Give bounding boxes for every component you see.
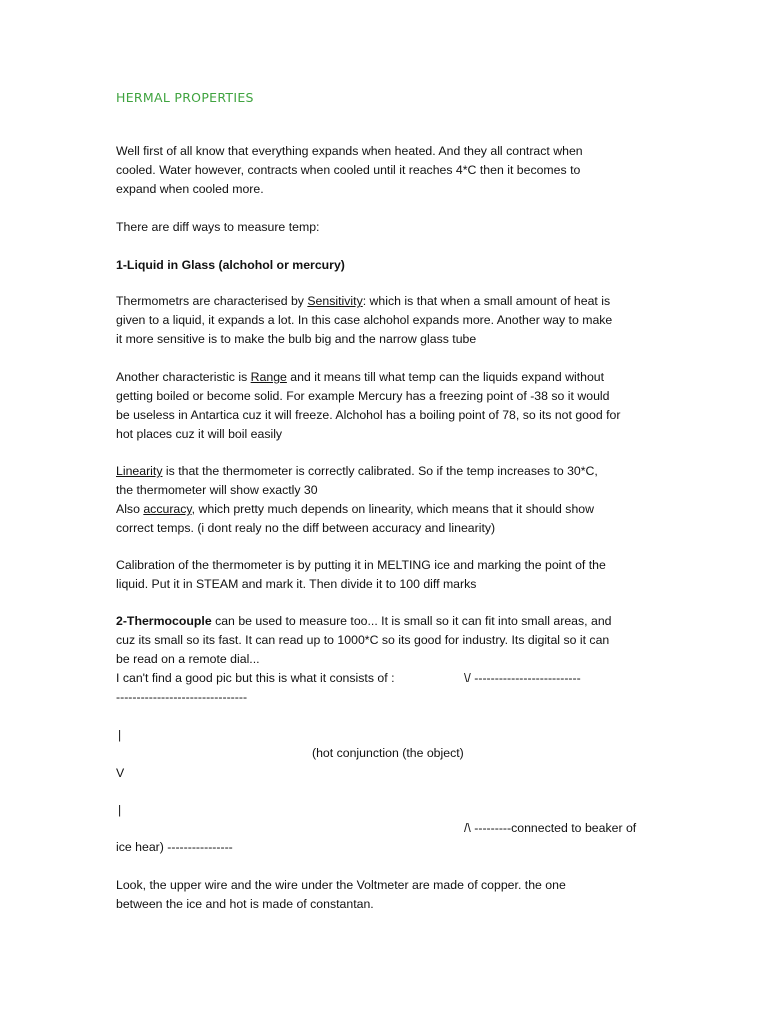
linearity-term: Linearity bbox=[116, 464, 163, 478]
diagram-hot-junction: (hot conjunction (the object) bbox=[312, 746, 464, 760]
intro-line: Well first of all know that everything expands when heated. And they all contract when bbox=[116, 144, 583, 158]
range-paragraph bbox=[116, 368, 656, 444]
diagram-top-dashes: -------------------------------- bbox=[116, 690, 248, 704]
calibration-line: liquid. Put it in STEAM and mark it. Then divide it to 100 diff marks bbox=[116, 577, 477, 591]
accuracy-line bbox=[116, 500, 656, 519]
conclusion-line: Look, the upper wire and the wire under the Voltmeter are made of copper. the one bbox=[116, 878, 566, 892]
intro-paragraph bbox=[116, 142, 656, 199]
diagram-bottom-arrow: /\ ---------connected to beaker of bbox=[464, 821, 637, 835]
diagram-v: V bbox=[116, 766, 125, 780]
linearity-post: is that the thermometer is correctly calibrated. So if the temp increases to 30*C, bbox=[162, 464, 598, 478]
intro-line: cooled. Water however, contracts when cooled until it reaches 4*C then it becomes to bbox=[116, 163, 581, 177]
range-line bbox=[116, 368, 656, 387]
calibration-paragraph bbox=[116, 556, 656, 594]
thermocouple-line: I can't find a good pic but this is what it consists of : bbox=[116, 671, 395, 685]
diagram-top-arrow: \/ -------------------------- bbox=[464, 671, 581, 685]
sensitivity-line bbox=[116, 292, 656, 311]
diagram-ice-line: ice hear) ---------------- bbox=[116, 840, 233, 854]
thermocouple-line: cuz its small so its fast. It can read up to 1000*C so its good for industry. Its digital so it can bbox=[116, 633, 610, 647]
range-post: and it means till what temp can the liquids expand without bbox=[286, 370, 605, 384]
linearity-line bbox=[116, 462, 656, 481]
linearity-line: the thermometer will show exactly 30 bbox=[116, 483, 318, 497]
calibration-line: Calibration of the thermometer is by putting it in MELTING ice and marking the point of the bbox=[116, 558, 606, 572]
sensitivity-pre: Thermometrs are characterised by bbox=[116, 294, 308, 308]
conclusion-paragraph bbox=[116, 876, 656, 914]
diff-ways-line: There are diff ways to measure temp: bbox=[116, 220, 320, 234]
thermocouple-post: can be used to measure too... It is small so it can fit into small areas, and bbox=[211, 614, 612, 628]
diagram-pipe: | bbox=[118, 803, 122, 817]
sensitivity-line: given to a liquid, it expands a lot. In this case alchohol expands more. Another way to make bbox=[116, 313, 613, 327]
accuracy-post: , which pretty much depends on linearity, which means that it should show bbox=[191, 502, 595, 516]
sensitivity-term: Sensitivity bbox=[307, 294, 363, 308]
linearity-paragraph bbox=[116, 462, 656, 538]
thermocouple-line: be read on a remote dial... bbox=[116, 652, 260, 666]
conclusion-line: between the ice and hot is made of constantan. bbox=[116, 897, 374, 911]
range-line: hot places cuz it will boil easily bbox=[116, 427, 283, 441]
range-pre: Another characteristic is bbox=[116, 370, 251, 384]
sensitivity-paragraph bbox=[116, 292, 656, 349]
page-title: HERMAL PROPERTIES bbox=[116, 90, 254, 105]
range-term: Range bbox=[250, 370, 287, 384]
diagram-pipe: | bbox=[118, 728, 122, 742]
accuracy-line: correct temps. (i dont realy no the diff between accuracy and linearity) bbox=[116, 521, 496, 535]
intro-line: expand when cooled more. bbox=[116, 182, 264, 196]
thermocouple-heading: 2-Thermocouple bbox=[116, 614, 212, 628]
accuracy-term: accuracy bbox=[143, 502, 192, 516]
thermocouple-line bbox=[116, 612, 656, 631]
sensitivity-line: it more sensitive is to make the bulb big and the narrow glass tube bbox=[116, 332, 477, 346]
section-heading-liquid-in-glass: 1-Liquid in Glass (alchohol or mercury) bbox=[116, 258, 345, 272]
range-line: be useless in Antartica cuz it will freeze. Alchohol has a boiling point of 78, so its not good for bbox=[116, 408, 621, 422]
sensitivity-post: : which is that when a small amount of heat is bbox=[362, 294, 611, 308]
range-line: getting boiled or become solid. For example Mercury has a freezing point of -38 so it would bbox=[116, 389, 610, 403]
accuracy-pre: Also bbox=[116, 502, 144, 516]
